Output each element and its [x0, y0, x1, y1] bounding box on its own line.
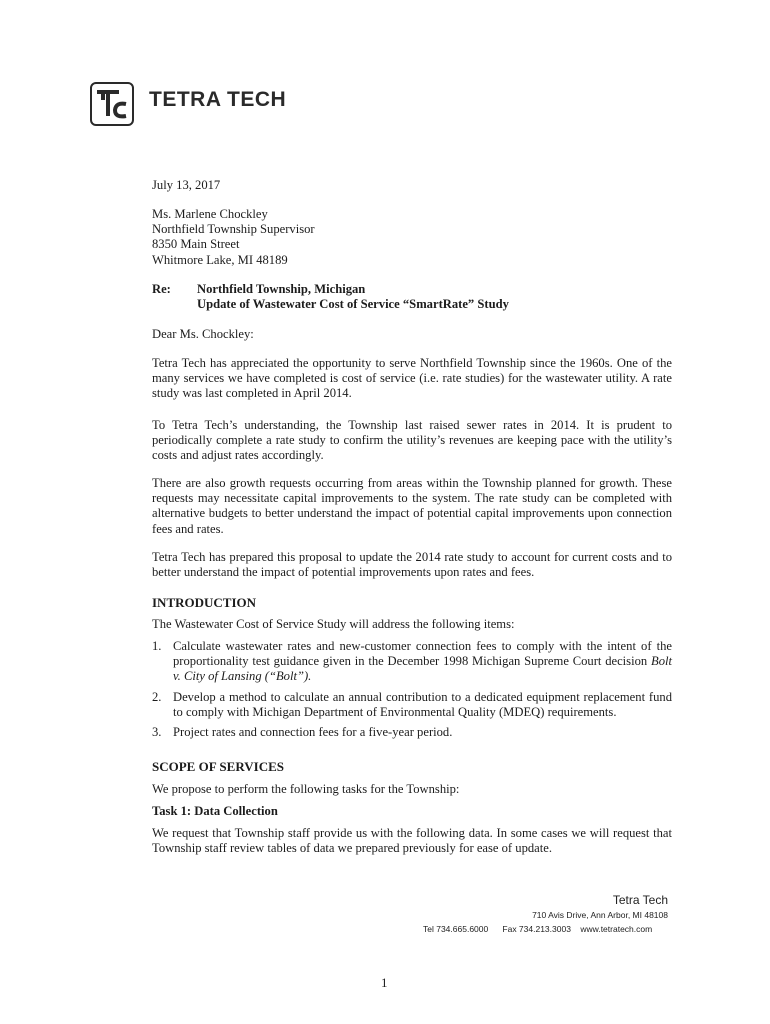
recipient-street: 8350 Main Street — [152, 237, 240, 252]
salutation: Dear Ms. Chockley: — [152, 327, 254, 341]
subject-line-1: Northfield Township, Michigan — [197, 282, 366, 296]
paragraph-1: Tetra Tech has appreciated the opportunity to serve Northfield Township since the 1960s. One of the many services we have completed is cost of service (i.e. rate studies) for the wastewater utility. A rate study was last completed in April 2014. — [152, 356, 672, 401]
subject-label: Re: — [152, 282, 171, 296]
recipient-city: Whitmore Lake, MI 48189 — [152, 252, 288, 267]
logo-mark-icon — [92, 84, 132, 124]
subject-line-2: Update of Wastewater Cost of Service “SmartRate” Study — [197, 297, 509, 312]
footer-fax: Fax 734.213.3003 — [502, 924, 571, 934]
introduction-heading: INTRODUCTION — [152, 595, 257, 610]
footer-web[interactable]: www.tetratech.com — [580, 924, 653, 934]
scope-lead: We propose to perform the following tasks for the Township: — [152, 782, 460, 796]
tetra-tech-logo — [90, 82, 134, 126]
subject-block — [152, 282, 672, 312]
task-1-text: We request that Township staff provide us with the following data. In some cases we will request that Township staff review tables of data we prepared previously for ease of update. — [152, 826, 672, 856]
recipient-block — [152, 207, 672, 268]
paragraph-3: There are also growth requests occurring from areas within the Township planned for growth. These requests may necessitate capital improvements to the system. The rate study can be completed with alternative budgets to better understand the impact of potential capital improvements upon connection fees and rates. — [152, 476, 672, 536]
list-item: 3. Project rates and connection fees for a five-year period. — [152, 725, 453, 740]
page-number: 1 — [381, 975, 388, 990]
paragraph-2: To Tetra Tech’s understanding, the Township last raised sewer rates in 2014. It is prudent to periodically complete a rate study to confirm the utility’s revenues are keeping pace with the utility’s costs and adjust rates accordingly. — [152, 418, 672, 463]
scope-heading: SCOPE OF SERVICES — [152, 759, 284, 774]
footer-tel: Tel 734.665.6000 — [423, 924, 489, 934]
introduction-list — [152, 639, 672, 740]
footer-company: Tetra Tech — [612, 893, 668, 907]
introduction-lead: The Wastewater Cost of Service Study will address the following items: — [152, 617, 515, 631]
paragraph-4: Tetra Tech has prepared this proposal to update the 2014 rate study to account for current costs and to better understand the impact of potential improvements upon rates and fees. — [152, 550, 672, 580]
recipient-title: Northfield Township Supervisor — [152, 222, 315, 237]
letter-date: July 13, 2017 — [152, 178, 221, 192]
footer-contact — [423, 924, 652, 934]
task-1-heading: Task 1: Data Collection — [152, 804, 278, 818]
company-name: TETRA TECH — [149, 88, 287, 111]
list-item: 2. Develop a method to calculate an annual contribution to a dedicated equipment replacement fund to comply with Michigan Department of Environmental Quality (MDEQ) requirements. — [152, 689, 672, 719]
footer-address: 710 Avis Drive, Ann Arbor, MI 48108 — [532, 910, 668, 920]
list-item: 1. Calculate wastewater rates and new-customer connection fees to comply with the intent of the proportionality test guidance given in the December 1998 Michigan Supreme Court decision Bolt v. City of Lansing (“Bolt”). — [152, 639, 672, 684]
recipient-name: Ms. Marlene Chockley — [152, 207, 268, 221]
